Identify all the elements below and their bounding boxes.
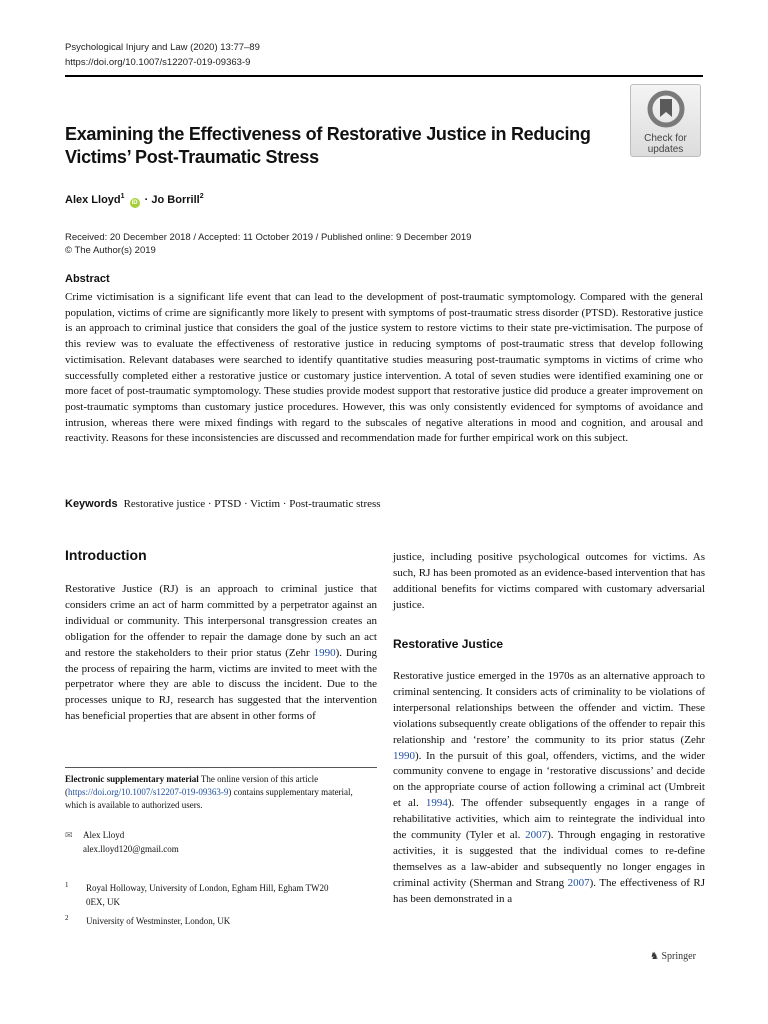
affiliation-number: 1	[65, 881, 69, 889]
intro-text-2: ). During the process of repairing the harm, victims are invited to meet with the perpetrator where they are able to discuss the incident. Due to the processes unique to RJ, research has suggested that the intervention has beneficial properties that are absent in other forms of	[65, 646, 377, 723]
supplementary-note	[65, 773, 377, 812]
author-list	[65, 193, 204, 208]
keywords	[65, 498, 381, 510]
supp-link[interactable]: https://doi.org/10.1007/s12207-019-09363-9	[68, 787, 229, 797]
column2-paragraph: justice, including positive psychological outcomes for victims. As such, RJ has been promoted as an evidence-based intervention that has additional benefits for victims compared with customary adversarial justice.	[393, 551, 705, 611]
affiliation-2	[65, 911, 230, 928]
orcid-icon[interactable]: iD	[131, 200, 138, 206]
article-title: Examining the Effectiveness of Restorative Justice in Reducing Victims’ Post-Traumatic Stress	[65, 124, 591, 167]
affiliation-number: 2	[65, 914, 69, 922]
bookmark-ring-icon	[647, 90, 685, 128]
header-rule	[65, 75, 703, 77]
section-heading-introduction: Introduction	[65, 547, 147, 563]
doi-line[interactable]: https://doi.org/10.1007/s12207-019-09363-9	[65, 57, 251, 68]
badge-label-2: updates	[647, 144, 684, 155]
affiliation-sup: 2	[199, 193, 204, 200]
copyright-line	[65, 244, 471, 257]
keywords-list: Restorative justice · PTSD · Victim · Post-traumatic stress	[123, 498, 381, 510]
rj-text: ). The offender subsequently engages in a range of rehabilitative activities, which aim to reintegrate the individual into the community (Tyler et al.	[393, 797, 705, 842]
citation-link[interactable]: 1990	[313, 646, 336, 659]
publisher-logo	[650, 951, 696, 962]
affiliation-sup: 1	[120, 193, 125, 200]
check-for-updates-badge[interactable]	[630, 84, 701, 157]
springer-horse-icon: ♞	[650, 951, 659, 962]
abstract-heading: Abstract	[65, 273, 110, 285]
rj-text: Restorative justice emerged in the 1970s as an alternative approach to criminal sentencing. It considers acts of criminality to be violations of interpersonal relationships between the offender and victim. These violations subsequently create obligations of the offender to repair this relationship and ‘restore’ the community to its prior status (Zehr	[393, 670, 705, 746]
rj-text: ). In the pursuit of this goal, offenders, victims, and the wider community convene to engage in ‘restorative discussions’ and decide on the appropriate course of action following a criminal act (Umbreit et al.	[393, 749, 705, 810]
history-dates: Received: 20 December 2018 / Accepted: 11 October 2019 / Published online: 9 December 2019	[65, 232, 472, 243]
section-heading-restorative-justice: Restorative Justice	[393, 637, 504, 651]
keywords-label: Keywords	[65, 498, 118, 510]
citation-link[interactable]: 2007	[567, 876, 590, 889]
supp-label: Electronic supplementary material	[65, 774, 199, 784]
affiliation-text: Royal Holloway, University of London, Egham Hill, Egham TW20	[86, 883, 329, 893]
author-name[interactable]: Jo Borrill	[151, 194, 200, 206]
author-separator: ·	[144, 194, 149, 206]
badge-label-1: Check for	[644, 133, 687, 144]
supp-text: ) contains supplementary material, which is available to authorized users.	[65, 787, 353, 810]
author-name[interactable]: Alex Lloyd	[65, 194, 121, 206]
journal-citation: Psychological Injury and Law (2020) 13:77–89	[65, 42, 260, 53]
intro-text-1: Restorative Justice (RJ) is an approach to criminal justice that considers crime an act of harm committed by a perpetrator against an individual or community. This interpersonal transgression creates an obligation for the offender to repair the damage done by such an act and restore the stakeholders to their prior status (Zehr	[65, 583, 377, 659]
corresponding-author	[65, 828, 179, 856]
rj-text: ). Through engaging in restorative activities, it is suggested that the individual comes to re-define themselves as a law-abider and subsequently no longer engages in criminal activity (Sherman and Strang	[393, 829, 705, 889]
copyright-icon: ©	[65, 245, 72, 256]
rj-text: ). The effectiveness of RJ has been demonstrated in a	[393, 876, 705, 905]
citation-link[interactable]: 1990	[393, 749, 415, 762]
affiliation-1	[65, 878, 385, 909]
footnote-rule	[65, 767, 377, 768]
affiliation-text: University of Westminster, London, UK	[86, 916, 231, 926]
intro-paragraph	[65, 582, 377, 725]
abstract-text: Crime victimisation is a significant life event that can lead to the development of post-traumatic symptomology. Compared with the general population, victims of crime are significantly more likely to present with symptoms of post-traumatic stress disorder (PTSD). Restorative justice is an approach to criminal justice that considers the goal of the justice system to restore victims to their state pre-victimisation. The purpose of this review was to evaluate the effectiveness of restorative justice in reducing symptoms of post-traumatic stress that develop following victimisation. Relevant databases were searched to identify quantitative studies measuring post-traumatic symptoms in victims of crime who successfully completed either a restorative justice or customary justice intervention. A total of seven studies were identified examining one or more facet of post-traumatic symptomology. These studies provide modest support that restorative justice did produce a greater improvement on post-traumatic symptoms than customary justice procedures. However, this was only consistently evidenced for symptoms of avoidance and intrusion, whereas there were mixed findings with regard to the subscales of negative alterations in mood and cognition, and arousal and reactivity. Reasons for these inconsistencies are discussed and recommendation made for further empirical work on this subject.	[65, 291, 703, 445]
rj-paragraph	[393, 669, 705, 908]
corr-email[interactable]: alex.lloyd120@gmail.com	[83, 844, 179, 854]
publisher-name: Springer	[661, 951, 696, 962]
citation-link[interactable]: 1994	[425, 797, 448, 810]
affiliation-text: 0EX, UK	[86, 897, 120, 907]
copyright-text: The Author(s) 2019	[74, 245, 156, 256]
journal-header	[65, 40, 260, 70]
envelope-icon: ✉	[65, 830, 73, 840]
supp-text: The online version of this article (	[65, 774, 319, 797]
corr-name: Alex Lloyd	[83, 830, 125, 840]
article-dates	[65, 231, 471, 257]
citation-link[interactable]: 2007	[525, 829, 548, 842]
